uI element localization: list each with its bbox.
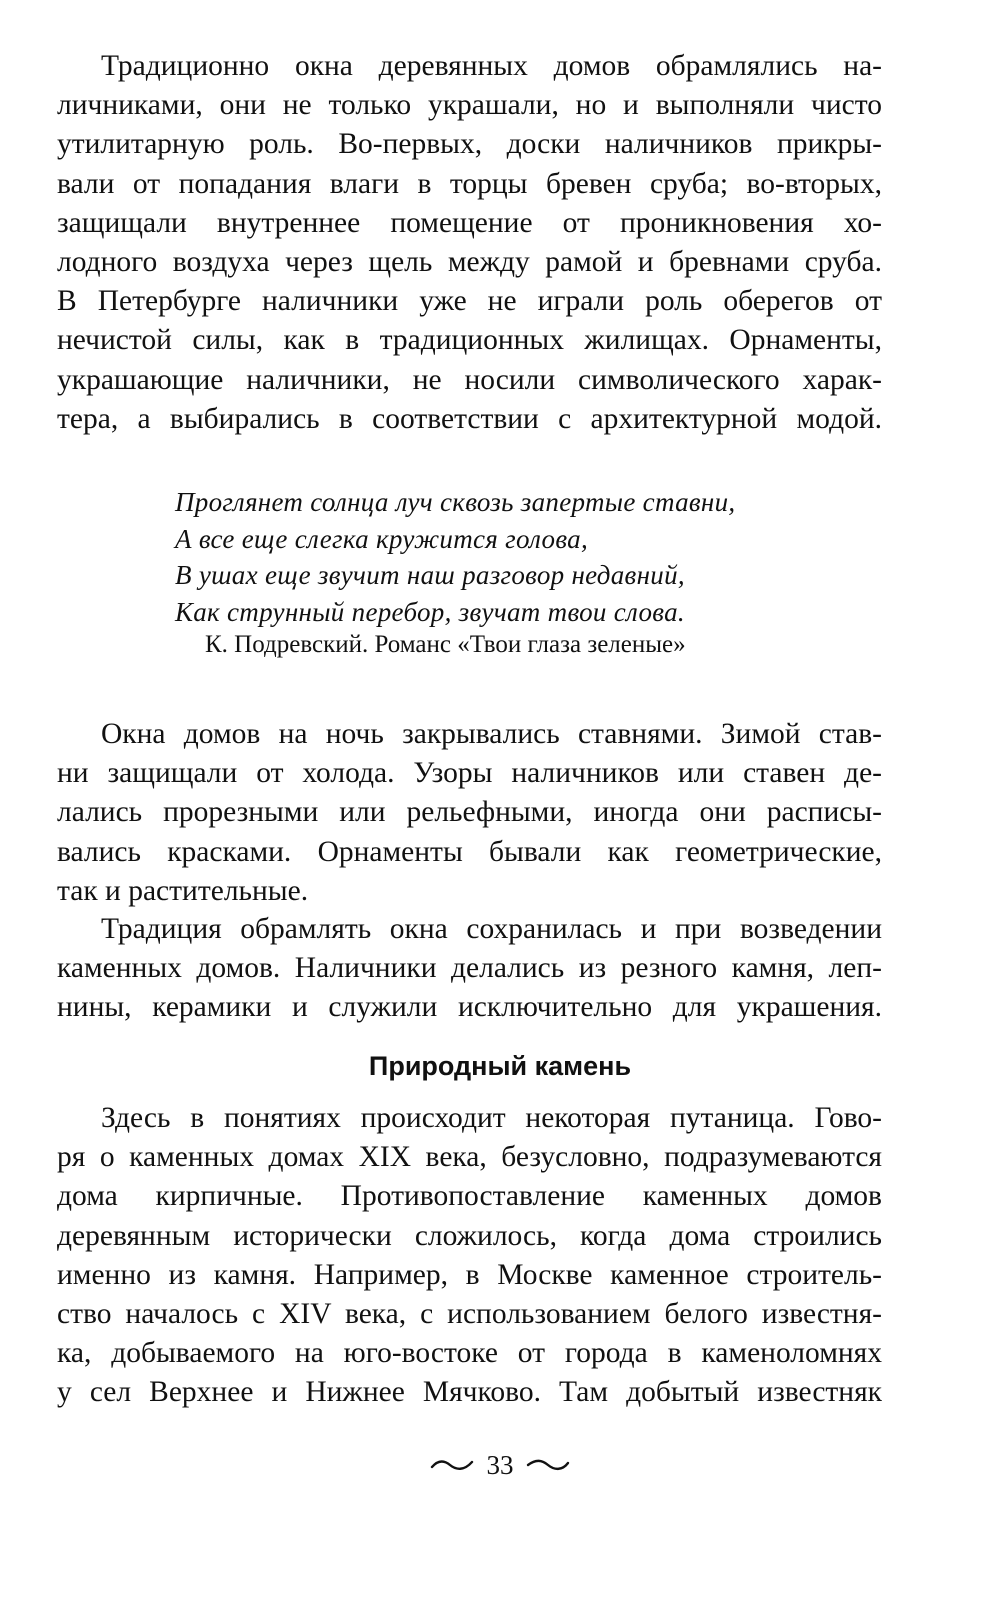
paragraph-line: утилитарную роль. Во-первых, доски наличников прикры- (57, 128, 882, 161)
paragraph-window-frames (57, 47, 882, 439)
paragraph-line: лались прорезными или рельефными, иногда они расписы- (57, 796, 882, 829)
paragraph-line: Окна домов на ночь закрывались ставнями. Зимой став- (101, 718, 882, 750)
epigraph-verses (175, 484, 875, 630)
paragraph-line: так и растительные. (57, 874, 309, 907)
paragraph-line: украшающие наличники, не носили символического харак- (57, 363, 882, 396)
page-number: 33 (486, 1449, 514, 1480)
paragraph-line: Здесь в понятиях происходит некоторая путаница. Гово- (101, 1102, 882, 1134)
paragraph-line: дома кирпичные. Противопоставление каменных домов (57, 1180, 882, 1213)
paragraph-line: лодного воздуха через щель между рамой и бревнами сруба. (57, 246, 882, 279)
paragraph-line: личниками, они не только украшали, но и выполняли чисто (57, 89, 882, 122)
section-heading: Природный камень (368, 1051, 632, 1081)
paragraph-line: нечистой силы, как в традиционных жилищах. Орнаменты, (57, 324, 882, 357)
left-swash-ornament-icon (430, 1457, 474, 1473)
epigraph-attribution: К. Подревский. Романс «Твои глаза зеленые» (205, 631, 686, 658)
epigraph-verse: Как струнный перебор, звучат твои слова. (175, 596, 685, 627)
paragraph-line: защищали внутреннее помещение от проникновения хо- (57, 206, 882, 239)
paragraph-line: ство началось с XIV века, с использованием белого известня- (57, 1298, 882, 1331)
paragraph-line: ни защищали от холода. Узоры наличников или ставен де- (57, 757, 882, 790)
paragraph-line: Традиция обрамлять окна сохранилась и при возведении (101, 913, 882, 945)
paragraph-stone-frames (57, 910, 882, 1028)
paragraph-line: Традиционно окна деревянных домов обрамлялись на- (101, 50, 882, 82)
epigraph-verse: В ушах еще звучит наш разговор недавний, (175, 560, 685, 590)
paragraph-line: вали от попадания влаги в торцы бревен сруба; во-вторых, (57, 167, 882, 200)
paragraph-line: вались красками. Орнаменты бывали как геометрические, (57, 835, 882, 868)
paragraph-line: В Петербурге наличники уже не играли роль оберегов от (57, 285, 882, 318)
paragraph-line: каменных домов. Наличники делались из резного камня, леп- (57, 952, 882, 985)
paragraph-line: ря о каменных домах XIX века, безусловно, подразумеваются (57, 1141, 882, 1174)
paragraph-shutters (57, 715, 882, 911)
paragraph-line: у сел Верхнее и Нижнее Мячково. Там добытый известняк (57, 1376, 882, 1409)
right-swash-ornament-icon (526, 1457, 570, 1473)
page-footer (0, 1445, 1000, 1482)
paragraph-line: тера, а выбирались в соответствии с архитектурной модой. (57, 402, 882, 435)
paragraph-line: именно из камня. Например, в Москве каменное строитель- (57, 1258, 882, 1291)
epigraph-verse: Проглянет солнца луч сквозь запертые ставни, (175, 487, 736, 517)
paragraph-line: деревянным исторически сложилось, когда дома строились (57, 1219, 882, 1252)
epigraph-verse: А все еще слегка кружится голова, (175, 523, 589, 554)
paragraph-line: нины, керамики и служили исключительно для украшения. (57, 991, 882, 1024)
paragraph-line: ка, добываемого на юго-востоке от города в каменоломнях (57, 1337, 882, 1370)
paragraph-natural-stone (57, 1099, 882, 1413)
